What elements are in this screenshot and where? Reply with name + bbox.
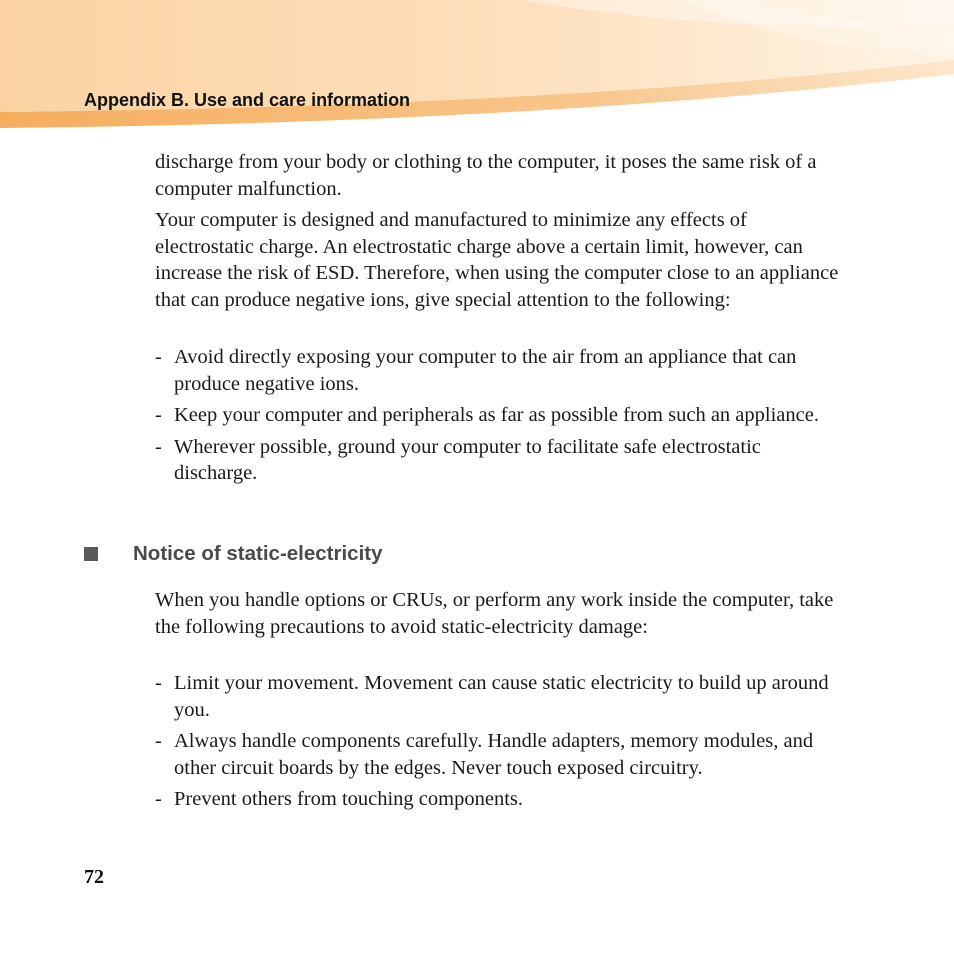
static-precautions-list (155, 670, 845, 813)
list-item (155, 786, 845, 813)
esd-intro-paragraph: Your computer is designed and manufactured to minimize any effects of electrostatic charge. An electrostatic charge above a certain limit, however, can increase the risk of ESD. Therefore, when using the computer close to an appliance that can produce negative ions, give special attention to the following: (155, 209, 839, 311)
continuation-paragraph: discharge from your body or clothing to the computer, it poses the same risk of a computer malfunction. (155, 151, 817, 200)
list-item (155, 344, 845, 397)
bullet-marker: - (155, 788, 162, 810)
list-item (155, 728, 845, 781)
list-item (155, 670, 845, 723)
bullet-marker: - (155, 730, 162, 752)
list-item (155, 434, 845, 487)
list-item-text: Keep your computer and peripherals as far as possible from such an appliance. (174, 404, 819, 426)
page-number: 72 (84, 866, 104, 888)
list-item-text: Avoid directly exposing your computer to the air from an appliance that can produce negative ions. (174, 346, 797, 395)
list-item-text: Always handle components carefully. Handle adapters, memory modules, and other circuit boards by the edges. Never touch exposed circuitry. (174, 730, 814, 779)
bullet-marker: - (155, 435, 162, 458)
list-item-text: Prevent others from touching components. (174, 788, 524, 810)
bullet-marker: - (155, 346, 162, 368)
running-header: Appendix B. Use and care information (84, 90, 411, 110)
list-item-text: Limit your movement. Movement can cause static electricity to build up around you. (174, 672, 829, 721)
section-heading-text: Notice of static-electricity (133, 542, 383, 565)
static-intro-paragraph: When you handle options or CRUs, or perform any work inside the computer, take the following precautions to avoid static-electricity damage: (155, 589, 834, 638)
bullet-marker: - (155, 404, 162, 426)
list-item (155, 402, 845, 429)
esd-precautions-list (155, 344, 845, 487)
square-bullet-icon (84, 547, 98, 561)
section-heading (84, 542, 383, 566)
list-item-text: Wherever possible, ground your computer to facilitate safe electrostatic discharge. (174, 435, 761, 484)
bullet-marker: - (155, 672, 162, 694)
